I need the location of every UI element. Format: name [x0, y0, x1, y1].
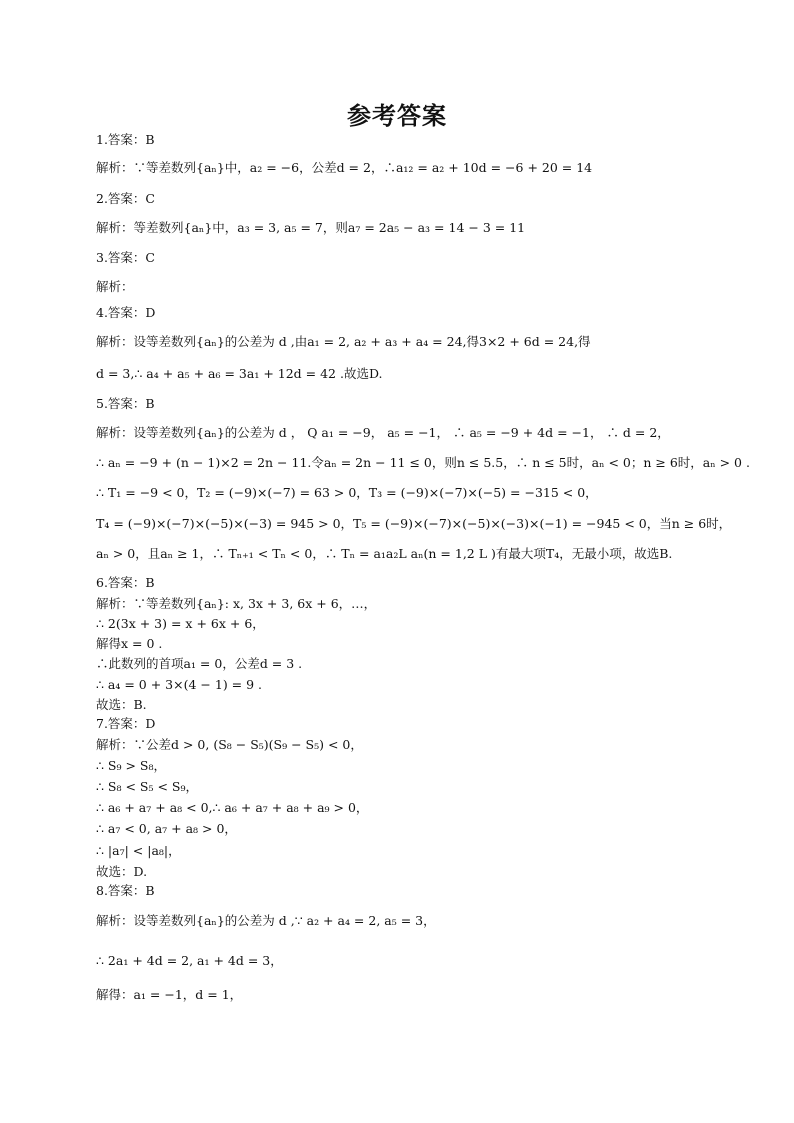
text-line: aₙ > 0，且aₙ ≥ 1，∴ Tₙ₊₁ < Tₙ < 0，∴ Tₙ = a₁a₂L aₙ(n = 1,2 L )有最大项T₄，无最小项，故选B.	[96, 546, 673, 561]
text-line: 2.答案：C	[96, 191, 155, 206]
text-line: 故选：D.	[96, 864, 148, 879]
text-line: 8.答案：B	[96, 883, 155, 898]
text-line: 4.答案：D	[96, 305, 156, 320]
text-line: 解析：∵公差d > 0, (S₈ − S₅)(S₉ − S₅) < 0，	[96, 737, 363, 752]
text-line: 解析：∵等差数列{aₙ}中，a₂ = −6，公差d = 2，∴a₁₂ = a₂ + 10d = −6 + 20 = 14	[96, 160, 593, 175]
text-line: 解析：设等差数列{aₙ}的公差为 d ,∵ a₂ + a₄ = 2, a₅ = 3，	[96, 913, 436, 928]
text-line: ∴ aₙ = −9 + (n − 1)×2 = 2n − 11.令aₙ = 2n − 11 ≤ 0，则n ≤ 5.5，∴ n ≤ 5时，aₙ < 0；n ≥ 6时，aₙ > 0 .	[96, 455, 750, 470]
text-line: 解析：	[96, 279, 134, 294]
text-line: 解得x = 0 .	[96, 636, 163, 651]
text-line: 6.答案：B	[96, 575, 155, 590]
text-line: 解析：设等差数列{aₙ}的公差为 d ,由a₁ = 2, a₂ + a₃ + a₄ = 24,得3×2 + 6d = 24,得	[96, 334, 591, 349]
text-line: 解得：a₁ = −1，d = 1，	[96, 987, 243, 1002]
text-line: 1.答案：B	[96, 132, 155, 147]
text-line: ∴ S₈ < S₅ < S₉，	[96, 779, 198, 794]
text-line: 解析：等差数列{aₙ}中，a₃ = 3, a₅ = 7，则a₇ = 2a₅ − a₃ = 14 − 3 = 11	[96, 220, 526, 235]
text-line: 故选：B.	[96, 697, 147, 712]
text-line: ∴ 2(3x + 3) = x + 6x + 6，	[96, 616, 265, 631]
page-title: 参考答案	[347, 102, 447, 130]
text-line: ∴ a₆ + a₇ + a₈ < 0,∴ a₆ + a₇ + a₈ + a₉ > 0，	[96, 800, 369, 815]
text-line: 3.答案：C	[96, 250, 155, 265]
text-line: T₄ = (−9)×(−7)×(−5)×(−3) = 945 > 0，T₅ = (−9)×(−7)×(−5)×(−3)×(−1) = −945 < 0，当n ≥ 6时，	[96, 516, 732, 531]
text-line: 5.答案：B	[96, 396, 155, 411]
text-line: ∴ 2a₁ + 4d = 2, a₁ + 4d = 3，	[96, 953, 283, 968]
text-line: ∴ a₄ = 0 + 3×(4 − 1) = 9 .	[96, 677, 263, 692]
text-line: ∴此数列的首项a₁ = 0，公差d = 3 .	[96, 656, 303, 671]
text-line: 7.答案：D	[96, 716, 156, 731]
text-line: 解析：∵等差数列{aₙ}: x, 3x + 3, 6x + 6，…，	[96, 596, 377, 611]
text-line: ∴ |a₇| < |a₈|，	[96, 843, 181, 858]
text-line: d = 3,∴ a₄ + a₅ + a₆ = 3a₁ + 12d = 42 .故选D.	[96, 366, 383, 381]
text-line: ∴ a₇ < 0, a₇ + a₈ > 0，	[96, 821, 237, 836]
text-line: ∴ T₁ = −9 < 0，T₂ = (−9)×(−7) = 63 > 0，T₃ = (−9)×(−7)×(−5) = −315 < 0，	[96, 485, 598, 500]
text-line: 解析：设等差数列{aₙ}的公差为 d ， Q a₁ = −9， a₅ = −1， ∴ a₅ = −9 + 4d = −1， ∴ d = 2，	[96, 425, 670, 440]
text-line: ∴ S₉ > S₈，	[96, 758, 166, 773]
